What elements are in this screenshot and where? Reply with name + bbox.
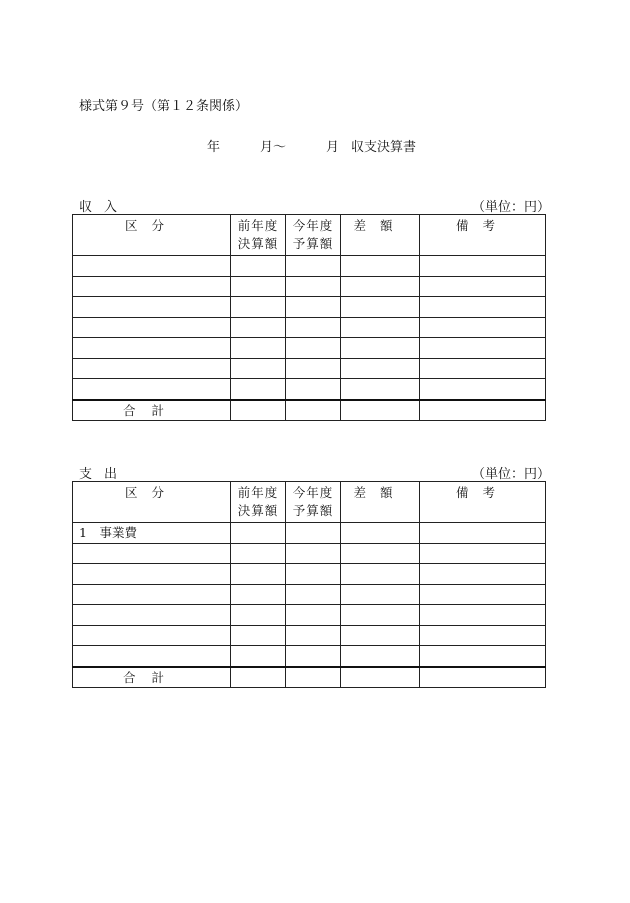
cell-category[interactable] — [73, 584, 231, 605]
cell-prev-year-settlement[interactable] — [231, 625, 286, 646]
document-title — [207, 136, 416, 155]
cell-remarks[interactable] — [420, 379, 546, 400]
table-row — [73, 625, 546, 646]
table-row — [73, 564, 546, 585]
table-row — [73, 379, 546, 400]
cell-remarks[interactable] — [420, 646, 546, 667]
cell-prev-year-settlement[interactable] — [231, 646, 286, 667]
cell-category[interactable] — [73, 543, 231, 564]
total-row — [73, 667, 546, 688]
cell-prev-year-settlement[interactable] — [231, 317, 286, 338]
cell-current-year-budget[interactable] — [286, 317, 341, 338]
cell-category[interactable] — [73, 358, 231, 379]
cell-prev-year-settlement[interactable] — [231, 338, 286, 359]
income-table — [72, 214, 546, 421]
cell-category[interactable] — [73, 605, 231, 626]
cell-current-year-budget[interactable] — [286, 584, 341, 605]
cell-difference[interactable] — [341, 297, 420, 318]
table-row — [73, 338, 546, 359]
cell-current-year-budget[interactable] — [286, 379, 341, 400]
cell-category[interactable] — [73, 317, 231, 338]
cell-difference[interactable] — [341, 338, 420, 359]
cell-difference[interactable] — [341, 256, 420, 277]
cell-current-year-budget[interactable] — [286, 523, 341, 544]
cell-category[interactable] — [73, 256, 231, 277]
cell-remarks[interactable] — [420, 605, 546, 626]
column-header-prev-year-settlement: 前年度 決算額 — [231, 482, 286, 523]
cell-current-year-budget[interactable] — [286, 297, 341, 318]
column-header-category: 区分 — [73, 482, 231, 523]
cell-remarks[interactable] — [420, 584, 546, 605]
column-header-remarks: 備考 — [420, 482, 546, 523]
table-row — [73, 256, 546, 277]
form-number: 様式第９号（第１２条関係） — [79, 99, 249, 114]
cell-category[interactable] — [73, 338, 231, 359]
cell-current-year-budget[interactable] — [286, 543, 341, 564]
table-row — [73, 276, 546, 297]
cell-prev-year-settlement[interactable] — [231, 523, 286, 544]
column-header-difference: 差額 — [341, 482, 420, 523]
cell-current-year-budget[interactable] — [286, 625, 341, 646]
cell-category[interactable] — [73, 379, 231, 400]
cell-remarks[interactable] — [420, 317, 546, 338]
cell-difference[interactable] — [341, 625, 420, 646]
cell-prev-year-settlement[interactable] — [231, 256, 286, 277]
cell-prev-year-settlement[interactable] — [231, 379, 286, 400]
cell-category[interactable] — [73, 564, 231, 585]
cell-current-year-budget[interactable] — [286, 256, 341, 277]
total-label: 合計 — [73, 667, 231, 688]
cell-difference[interactable] — [341, 317, 420, 338]
cell-category[interactable] — [73, 297, 231, 318]
cell-current-year-budget[interactable] — [286, 358, 341, 379]
cell-current-year-budget[interactable] — [286, 564, 341, 585]
cell-category[interactable]: 1 事業費 — [73, 523, 231, 544]
cell-remarks[interactable] — [420, 338, 546, 359]
cell-prev-year-settlement[interactable] — [231, 543, 286, 564]
cell-difference[interactable] — [341, 276, 420, 297]
table-row — [73, 523, 546, 544]
column-header-difference: 差額 — [341, 215, 420, 256]
cell-prev-year-settlement[interactable] — [231, 605, 286, 626]
cell-prev-year-settlement[interactable] — [231, 276, 286, 297]
title-year: 年 — [207, 140, 221, 155]
cell-difference[interactable] — [341, 523, 420, 544]
cell-current-year-budget[interactable] — [286, 605, 341, 626]
total-cell-current-year-budget[interactable] — [286, 400, 341, 421]
cell-difference[interactable] — [341, 605, 420, 626]
column-header-remarks: 備考 — [420, 215, 546, 256]
table-row — [73, 297, 546, 318]
total-label: 合計 — [73, 400, 231, 421]
cell-difference[interactable] — [341, 358, 420, 379]
total-cell-difference[interactable] — [341, 400, 420, 421]
cell-difference[interactable] — [341, 564, 420, 585]
table-row — [73, 317, 546, 338]
total-cell-remarks[interactable] — [420, 400, 546, 421]
cell-difference[interactable] — [341, 379, 420, 400]
total-cell-current-year-budget[interactable] — [286, 667, 341, 688]
cell-remarks[interactable] — [420, 297, 546, 318]
income-table-body — [73, 215, 546, 421]
total-cell-difference[interactable] — [341, 667, 420, 688]
cell-prev-year-settlement[interactable] — [231, 564, 286, 585]
title-text: 収支決算書 — [351, 140, 417, 155]
column-header-category: 区分 — [73, 215, 231, 256]
cell-prev-year-settlement[interactable] — [231, 358, 286, 379]
cell-remarks[interactable] — [420, 256, 546, 277]
cell-category[interactable] — [73, 625, 231, 646]
cell-difference[interactable] — [341, 646, 420, 667]
expense-table-body — [73, 482, 546, 688]
column-header-prev-year-settlement: 前年度 決算額 — [231, 215, 286, 256]
table-header-row — [73, 215, 546, 256]
total-cell-prev-year-settlement[interactable] — [231, 667, 286, 688]
cell-remarks[interactable] — [420, 625, 546, 646]
cell-category[interactable] — [73, 646, 231, 667]
cell-category[interactable] — [73, 276, 231, 297]
table-header-row — [73, 482, 546, 523]
cell-remarks[interactable] — [420, 358, 546, 379]
column-header-current-year-budget: 今年度 予算額 — [286, 482, 341, 523]
income-heading: 収入 — [79, 200, 130, 215]
table-row — [73, 605, 546, 626]
cell-current-year-budget[interactable] — [286, 338, 341, 359]
total-row — [73, 400, 546, 421]
expense-heading: 支出 — [79, 467, 130, 482]
expense-unit-label: （単位：円） — [471, 467, 550, 482]
cell-remarks[interactable] — [420, 276, 546, 297]
cell-difference[interactable] — [341, 584, 420, 605]
cell-prev-year-settlement[interactable] — [231, 297, 286, 318]
cell-difference[interactable] — [341, 543, 420, 564]
total-cell-prev-year-settlement[interactable] — [231, 400, 286, 421]
cell-remarks[interactable] — [420, 564, 546, 585]
table-row — [73, 543, 546, 564]
title-month-from: 月～ — [260, 140, 287, 155]
table-row — [73, 646, 546, 667]
cell-remarks[interactable] — [420, 543, 546, 564]
total-cell-remarks[interactable] — [420, 667, 546, 688]
table-row — [73, 584, 546, 605]
income-unit-label: （単位：円） — [471, 200, 550, 215]
expense-table — [72, 481, 546, 688]
table-row — [73, 358, 546, 379]
column-header-current-year-budget: 今年度 予算額 — [286, 215, 341, 256]
cell-current-year-budget[interactable] — [286, 276, 341, 297]
cell-prev-year-settlement[interactable] — [231, 584, 286, 605]
cell-current-year-budget[interactable] — [286, 646, 341, 667]
cell-remarks[interactable] — [420, 523, 546, 544]
title-month-to: 月 — [326, 140, 340, 155]
